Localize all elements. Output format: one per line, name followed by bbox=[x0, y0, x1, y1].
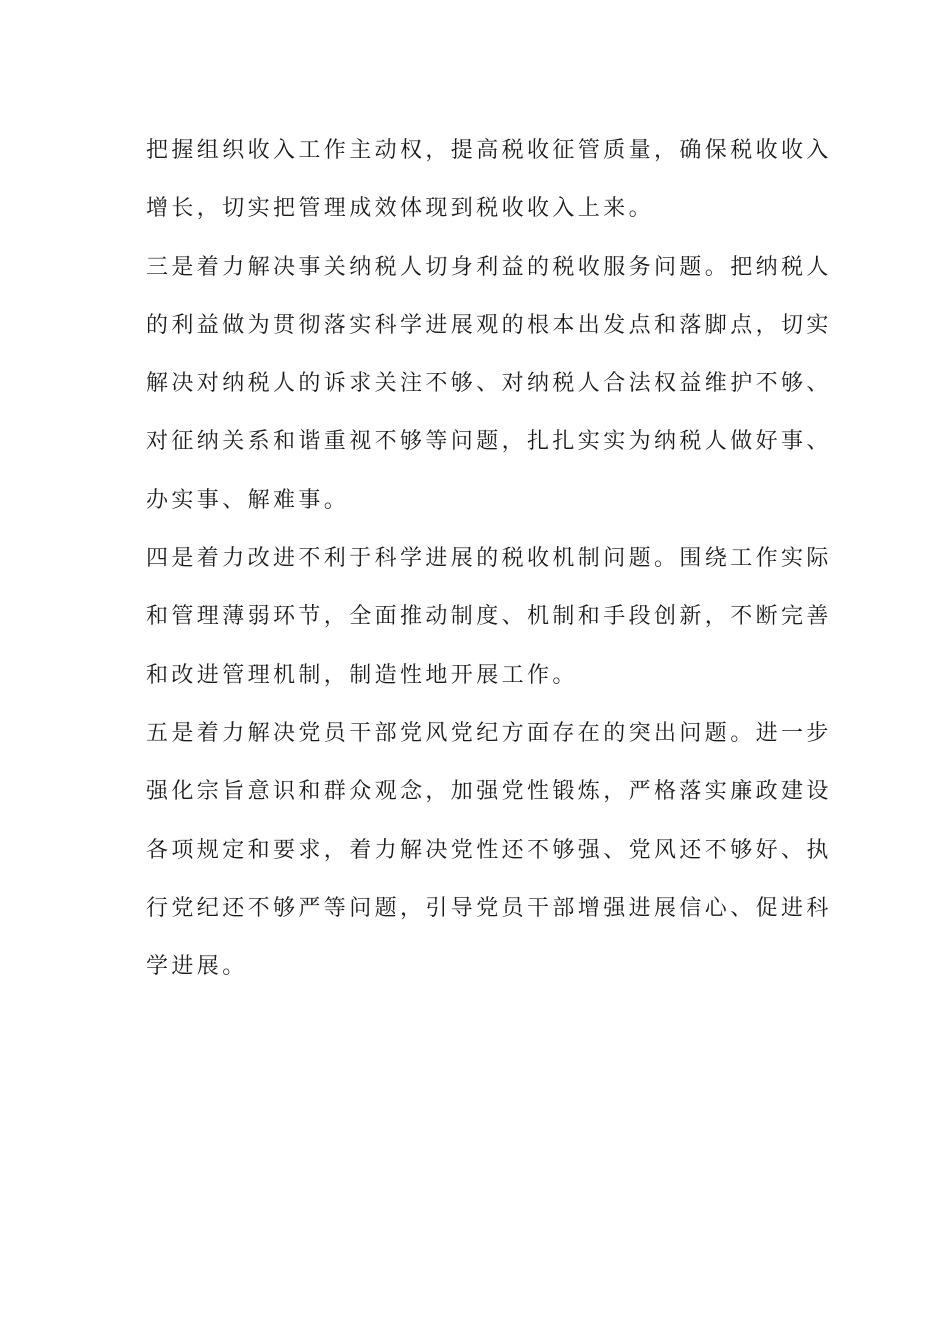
text-line: 强化宗旨意识和群众观念，加强党性锻炼，严格落实廉政建设 bbox=[146, 779, 832, 805]
text-line: 办实事、解难事。 bbox=[146, 487, 350, 513]
text-line: 把握组织收入工作主动权，提高税收征管质量，确保税收收入 bbox=[146, 138, 832, 163]
text-line: 和管理薄弱环节，全面推动制度、机制和手段创新，不断完善 bbox=[146, 604, 832, 630]
text-line: 四是着力改进不利于科学进展的税收机制问题。围绕工作实际 bbox=[146, 546, 832, 572]
text-line: 三是着力解决事关纳税人切身利益的税收服务问题。把纳税人 bbox=[146, 254, 832, 280]
text-line: 各项规定和要求，着力解决党性还不够强、党风还不够好、执 bbox=[146, 837, 832, 863]
text-line: 的利益做为贯彻落实科学进展观的根本出发点和落脚点，切实 bbox=[146, 312, 832, 338]
text-line: 解决对纳税人的诉求关注不够、对纳税人合法权益维护不够、 bbox=[146, 371, 832, 397]
text-line: 学进展。 bbox=[146, 954, 248, 980]
document-body bbox=[146, 129, 832, 1003]
text-line: 五是着力解决党员干部党风党纪方面存在的突出问题。进一步 bbox=[146, 720, 832, 746]
text-line: 和改进管理机制，制造性地开展工作。 bbox=[146, 662, 578, 688]
text-line: 对征纳关系和谐重视不够等问题，扎扎实实为纳税人做好事、 bbox=[146, 429, 832, 455]
text-line: 增长，切实把管理成效体现到税收收入上来。 bbox=[146, 196, 655, 222]
text-line: 行党纪还不够严等问题，引导党员干部增强进展信心、促进科 bbox=[146, 895, 832, 921]
